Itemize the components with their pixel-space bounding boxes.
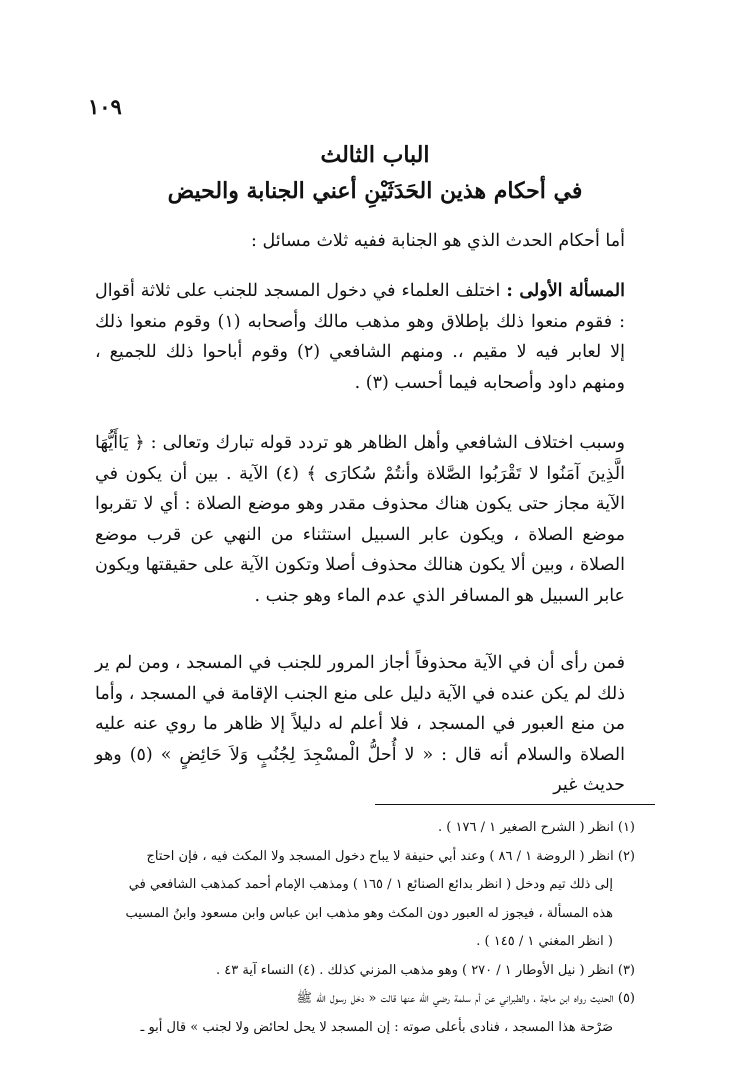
footnote-5-cont: صَرْحة هذا المسجد ، فنادى بأعلى صوته : إن المسجد لا يحل لحائض ولا لجنب » قال أبو ـ <box>140 1019 613 1035</box>
footnote-3-4: (٣) انظر ( نيل الأوطار ١ / ٢٧٠ ) وهو مذهب المزني كذلك . (٤) النساء آية ٤٣ . <box>216 962 635 978</box>
intro-paragraph: أما أحكام الحدث الذي هو الجنابة ففيه ثلاث مسائل : <box>250 231 625 251</box>
footnote-2-cont: إلى ذلك تيم ودخل ( انظر بدائع الصنائع ١ / ١٦٥ ) ومذهب الإمام أحمد كمذهب الشافعي في <box>128 877 613 892</box>
footnote-divider <box>375 804 655 805</box>
footnotes <box>95 814 635 1042</box>
footnote-2: (٢) انظر ( الروضة ١ / ٨٦ ) وعند أبي حنيفة لا يباح دخول المسجد ولا المكث فيه ، فإن احتاج <box>146 848 635 864</box>
footnote-2-cont: ( انظر المغني ١ / ١٤٥ ) . <box>476 934 613 949</box>
paragraph-hadith: فمن رأى أن في الآية محذوفاً أجاز المرور للجنب في المسجد ، ومن لم ير ذلك لم يكن عنده في الآية دليل على منع الجنب الإقامة في المسجد ، وأما من منع العبور في المسجد ، فلا أعلم له دليلاً إلا ظاهر ما روي عنه عليه الصلاة والسلام أنه قال : « لا أُحلُّ الْمسْجِدَ لِجُنُبٍ وَلاَ حَائِضٍ » (٥) وهو حديث غير <box>95 653 625 796</box>
footnote-5: (٥) الحديث رواه ابن ماجة ، والطبراني عن أم سلمة رضي الله عنها قالت « دخل رسول الله ﷺ <box>296 991 635 1006</box>
chapter-title: الباب الثالث <box>320 142 430 168</box>
chapter-subtitle: في أحكام هذين الحَدَثَيْنِ أعني الجنابة والحيض <box>167 178 583 204</box>
paragraph-reason-of-disagreement: وسبب اختلاف الشافعي وأهل الظاهر هو تردد قوله تبارك وتعالى : ﴿ يَاأَيُّهَا الَّذِينَ آمَنُوا لا تَقْرَبُوا الصَّلاة وأنتُمْ سُكارَى ﴾ (٤) الآية . بين أن يكون في الآية مجاز حتى يكون هناك محذوف مقدر وهو موضع الصلاة : أي لا تقربوا موضع الصلاة ، ويكون عابر السبيل استثناء من النهي عن قرب موضع الصلاة ، وبين ألا يكون هنالك محذوف أصلا وتكون الآية على حقيقتها ويكون عابر السبيل هو المسافر الذي عدم الماء وهو جنب . <box>95 433 625 606</box>
paragraph-first-issue <box>95 276 625 398</box>
footnote-1: (١) انظر ( الشرح الصغير ١ / ١٧٦ ) . <box>438 820 635 835</box>
issue-label: المسألة الأولى : <box>506 281 625 301</box>
page-number: ١٠٩ <box>88 94 122 119</box>
issue-text: اختلف العلماء في دخول المسجد للجنب على ثلاثة أقوال : فقوم منعوا ذلك بإطلاق وهو مذهب مالك وأصحابه (١) وقوم منعوا ذلك إلا لعابر فيه لا مقيم ،. ومنهم الشافعي (٢) وقوم أباحوا ذلك للجميع ، ومنهم داود وأصحابه فيما أحسب (٣) . <box>95 281 625 393</box>
footnote-2-cont: هذه المسألة ، فيجوز له العبور دون المكث وهو مذهب ابن عباس وابن مسعود وابنُ المسيب <box>125 905 613 921</box>
